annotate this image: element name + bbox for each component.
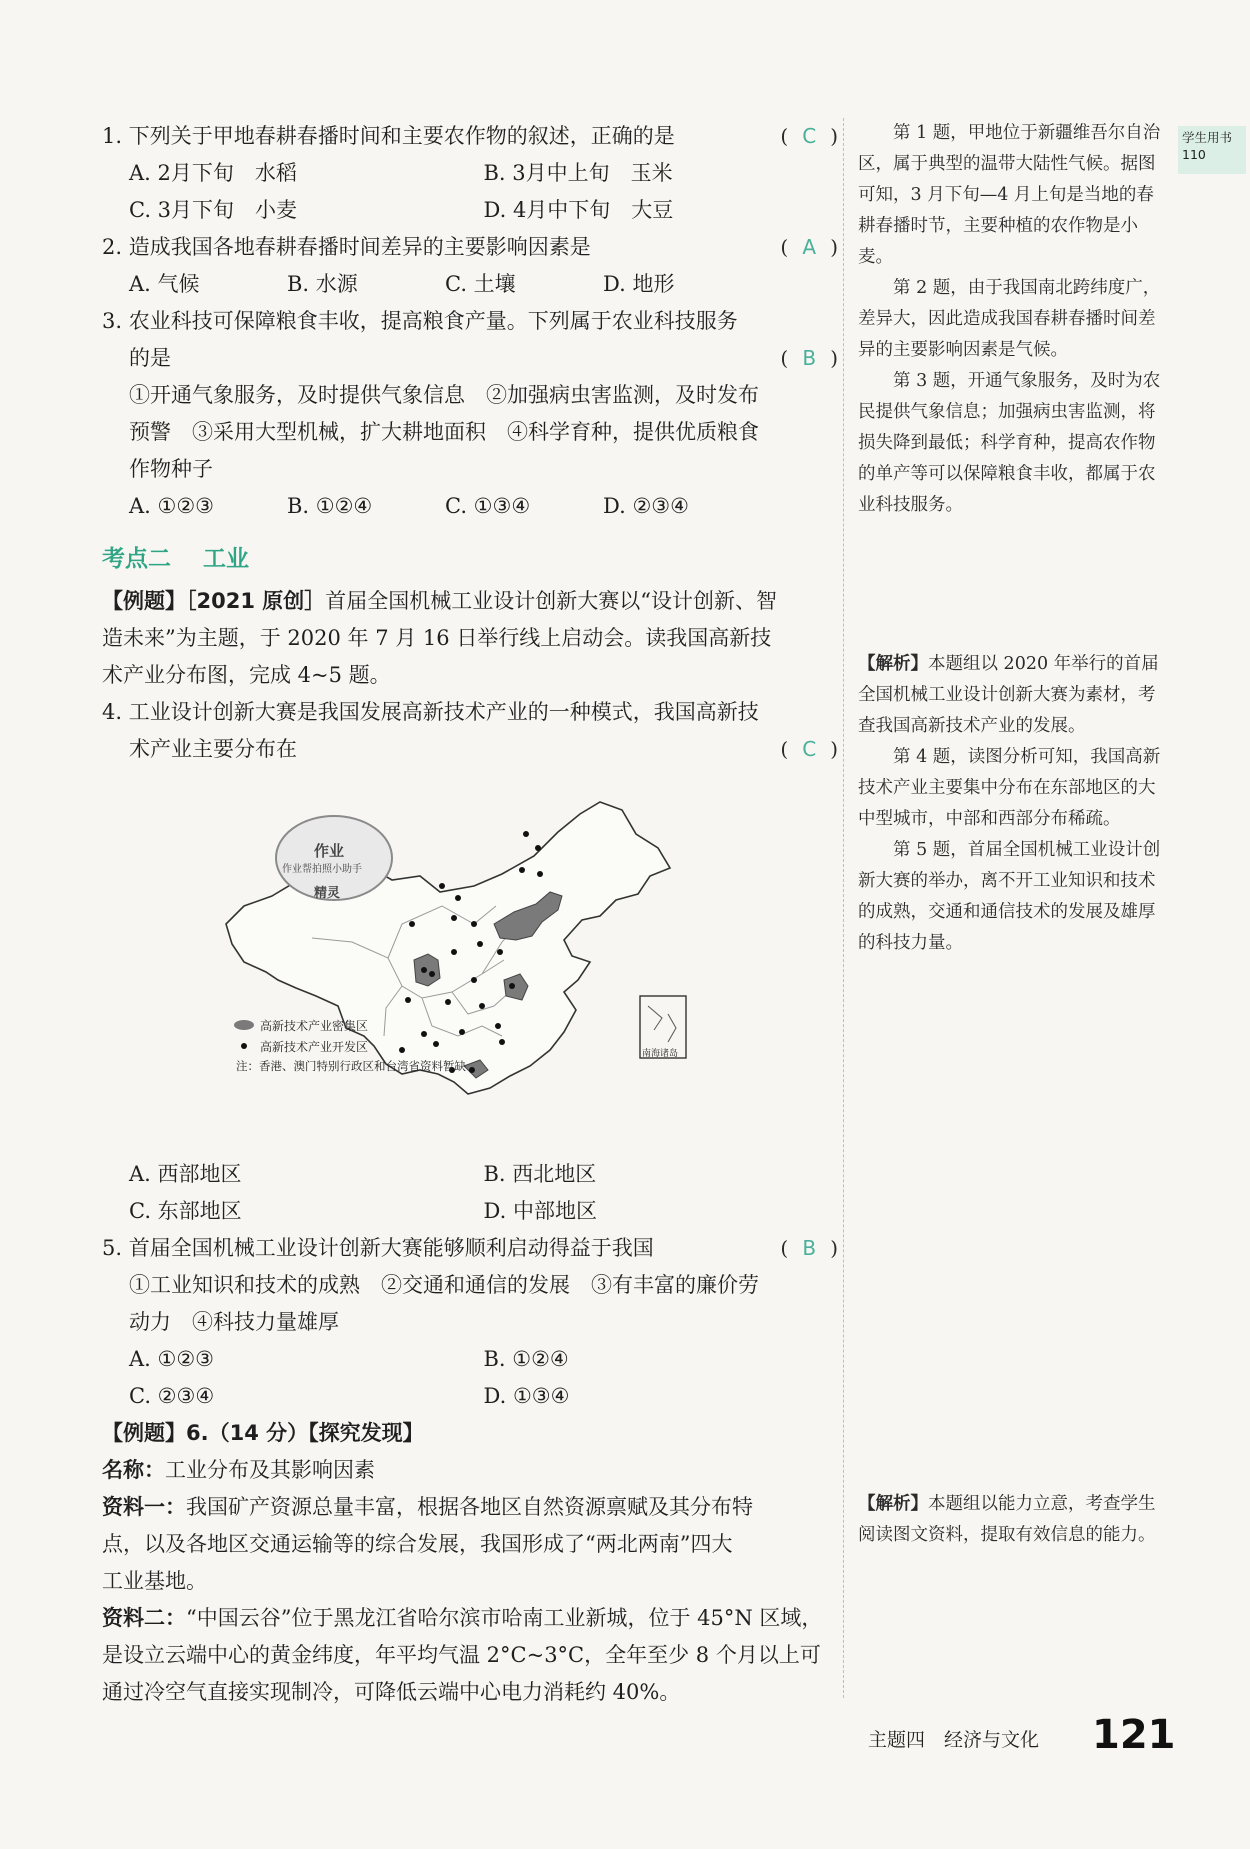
example1-line2: 造未来”为主题，于 2020 年 7 月 16 日举行线上启动会。读我国高新技 (102, 626, 772, 650)
legend-label-1: 高新技术产业密集区 (260, 1019, 369, 1033)
q1-option-a: A. 2月下旬 水稻 (129, 161, 297, 185)
q5-option-d: D. ①③④ (483, 1384, 570, 1408)
example1-line1 (102, 583, 838, 620)
q3-option-a: A. ①②③ (129, 494, 214, 518)
q3-answer: ( B ) (780, 346, 838, 370)
q1-options-row2 (102, 192, 838, 229)
q5-text: 首届全国机械工业设计创新大赛能够顺利启动得益于我国 (128, 1236, 654, 1260)
side-analysis-1 (858, 649, 1166, 742)
q4-option-d: D. 中部地区 (483, 1199, 597, 1223)
question-5 (102, 1230, 838, 1267)
material2-line2: 是设立云端中心的黄金纬度，年平均气温 2°C~3°C，全年至少 8 个月以上可 (102, 1643, 821, 1667)
side-note-2: 第 2 题，由于我国南北跨纬度广，差异大，因此造成我国春耕春播时间差异的主要影响因素是气候。 (858, 278, 1161, 360)
student-book-tab (1178, 126, 1246, 174)
analysis-tag-2: 【解析】 (858, 1494, 928, 1514)
question-2 (102, 229, 838, 266)
footer-chapter: 主题四 经济与文化 (868, 1729, 1040, 1751)
q5-option-b: B. ①②④ (483, 1347, 569, 1371)
side-note-5: 第 5 题，首届全国机械工业设计创新大赛的举办，离不开工业知识和技术的成熟，交通和通信技术的发展及雄厚的科技力量。 (858, 840, 1161, 953)
q2-text: 造成我国各地春耕春播时间差异的主要影响因素是 (128, 235, 591, 259)
q5-body-1: ①工业知识和技术的成熟 ②交通和通信的发展 ③有丰富的廉价劳 (129, 1273, 759, 1297)
stamp-text-2: 作业帮拍照小助手 (282, 864, 362, 875)
map-note: 注：香港、澳门特别行政区和台湾省资料暂缺 (236, 1059, 466, 1073)
main-column (102, 118, 838, 1711)
analysis-tag-1: 【解析】 (858, 654, 928, 674)
question-1 (102, 118, 838, 155)
q3-options (102, 488, 838, 525)
q3-body-2: 预警 ③采用大型机械，扩大耕地面积 ④科学育种，提供优质粮食 (129, 420, 759, 444)
material2-label: 资料二： (102, 1606, 186, 1630)
example2-name (102, 1452, 838, 1489)
side-note-4: 第 4 题，读图分析可知，我国高新技术产业主要集中分布在东部地区的大中型城市，中部和西部分布稀疏。 (858, 747, 1161, 829)
tab-line2: 110 (1182, 147, 1206, 162)
q5-option-a: A. ①②③ (129, 1347, 214, 1371)
stamp-text-3: 精灵 (314, 886, 341, 901)
column-divider (843, 118, 844, 1698)
tab-line1: 学生用书 (1182, 130, 1233, 145)
q4-answer: ( C ) (780, 737, 838, 761)
example1-text1: 首届全国机械工业设计创新大赛以“设计创新、智 (325, 589, 777, 613)
example2-name-label: 名称： (102, 1458, 165, 1482)
q2-option-a: A. 气候 (129, 272, 200, 296)
material1-line1 (102, 1489, 838, 1526)
q5-option-c: C. ②③④ (129, 1384, 215, 1408)
material2-line1 (102, 1600, 838, 1637)
legend-label-2: 高新技术产业开发区 (260, 1040, 369, 1054)
q5-options-row2 (102, 1378, 838, 1415)
q3-option-c: C. ①③④ (445, 494, 531, 518)
example1-source: ［2021 原创］ (186, 589, 326, 613)
q3-option-b: B. ①②④ (287, 494, 373, 518)
inset-label: 南海诸岛 (642, 1049, 679, 1059)
q1-option-b: B. 3月中上旬 玉米 (483, 161, 673, 185)
inset-islands (648, 1006, 676, 1042)
q4-options-row2 (102, 1193, 838, 1230)
q2-answer: ( A ) (780, 235, 838, 259)
q4-option-b: B. 西北地区 (483, 1162, 597, 1186)
side-note-1: 第 1 题，甲地位于新疆维吾尔自治区，属于典型的温带大陆性气候。据图可知，3 月下旬—4 月上旬是当地的春耕春播时节，主要种植的农作物是小麦。 (858, 123, 1161, 267)
side-analysis-2 (858, 1489, 1166, 1551)
section-heading (102, 539, 838, 579)
q3-body-3: 作物种子 (129, 457, 213, 481)
hightech-distribution-map (102, 774, 838, 1154)
q2-num: 2. (102, 235, 123, 259)
q3-option-d: D. ②③④ (603, 494, 689, 518)
section-prefix: 考点二 (102, 546, 171, 572)
q5-body-2: 动力 ④科技力量雄厚 (129, 1310, 339, 1334)
example2-head: 【例题】6.（14 分）【探究发现】 (102, 1421, 424, 1445)
q3-line2: 的是 (129, 346, 171, 370)
q2-options (102, 266, 838, 303)
q1-num: 1. (102, 124, 123, 148)
q3-body-1: ①开通气象服务，及时提供气象信息 ②加强病虫害监测，及时发布 (129, 383, 759, 407)
q3-num: 3. (102, 309, 123, 333)
q1-options-row1 (102, 155, 838, 192)
q5-answer: ( B ) (780, 1236, 838, 1260)
section-title: 工业 (203, 546, 249, 572)
side-notes-column (858, 118, 1166, 1551)
side-note-3: 第 3 题，开通气象服务，及时为农民提供气象信息；加强病虫害监测，将损失降到最低；科学育种，提高农作物的单产等可以保障粮食丰收，都属于农业科技服务。 (858, 371, 1161, 515)
q4-num: 4. (102, 700, 123, 724)
question-3 (102, 303, 838, 340)
legend-dot (241, 1043, 247, 1049)
material1-line3: 工业基地。 (102, 1569, 207, 1593)
side-spacer-2 (858, 959, 1166, 1489)
example2-name-value: 工业分布及其影响因素 (165, 1458, 375, 1482)
question-3-line2 (102, 340, 838, 377)
q2-option-d: D. 地形 (603, 272, 675, 296)
material1-text1: 我国矿产资源总量丰富，根据各地区自然资源禀赋及其分布特 (186, 1495, 753, 1519)
question-4 (102, 694, 838, 731)
example1-line3: 术产业分布图，完成 4~5 题。 (102, 663, 391, 687)
analysis-text-1: 本题组以 2020 年举行的首届全国机械工业设计创新大赛为素材，考查我国高新技术产业的发展。 (858, 654, 1159, 736)
q4-line2: 术产业主要分布在 (129, 737, 297, 761)
q1-option-d: D. 4月中下旬 大豆 (483, 198, 674, 222)
stamp-text-1: 作业 (314, 842, 345, 860)
q1-text: 下列关于甲地春耕春播时间和主要农作物的叙述，正确的是 (128, 124, 675, 148)
analysis-text-2: 本题组以能力立意，考查学生阅读图文资料，提取有效信息的能力。 (858, 1494, 1156, 1545)
q5-options-row1 (102, 1341, 838, 1378)
q1-answer: ( C ) (780, 124, 838, 148)
q4-options-row1 (102, 1156, 838, 1193)
material2-line3: 通过冷空气直接实现制冷，可降低云端中心电力消耗约 40%。 (102, 1680, 681, 1704)
example1-tag: 【例题】 (102, 589, 186, 613)
material1-line2: 点，以及各地区交通运输等的综合发展，我国形成了“两北两南”四大 (102, 1532, 733, 1556)
side-spacer-1 (858, 521, 1166, 649)
q5-num: 5. (102, 1236, 123, 1260)
q1-option-c: C. 3月下旬 小麦 (129, 198, 298, 222)
q2-option-c: C. 土壤 (445, 272, 516, 296)
q4-option-c: C. 东部地区 (129, 1199, 242, 1223)
china-map-svg (102, 774, 838, 1154)
q3-line1: 农业科技可保障粮食丰收，提高粮食产量。下列属于农业科技服务 (128, 309, 738, 333)
q2-option-b: B. 水源 (287, 272, 358, 296)
q4-option-a: A. 西部地区 (129, 1162, 242, 1186)
q4-line1: 工业设计创新大赛是我国发展高新技术产业的一种模式，我国高新技 (128, 700, 759, 724)
legend-swatch (234, 1020, 254, 1030)
question-4-line2 (102, 731, 838, 768)
material2-text1: “中国云谷”位于黑龙江省哈尔滨市哈南工业新城，位于 45°N 区域， (186, 1606, 823, 1630)
material1-label: 资料一： (102, 1495, 186, 1519)
page-number: 121 (1092, 1712, 1176, 1758)
